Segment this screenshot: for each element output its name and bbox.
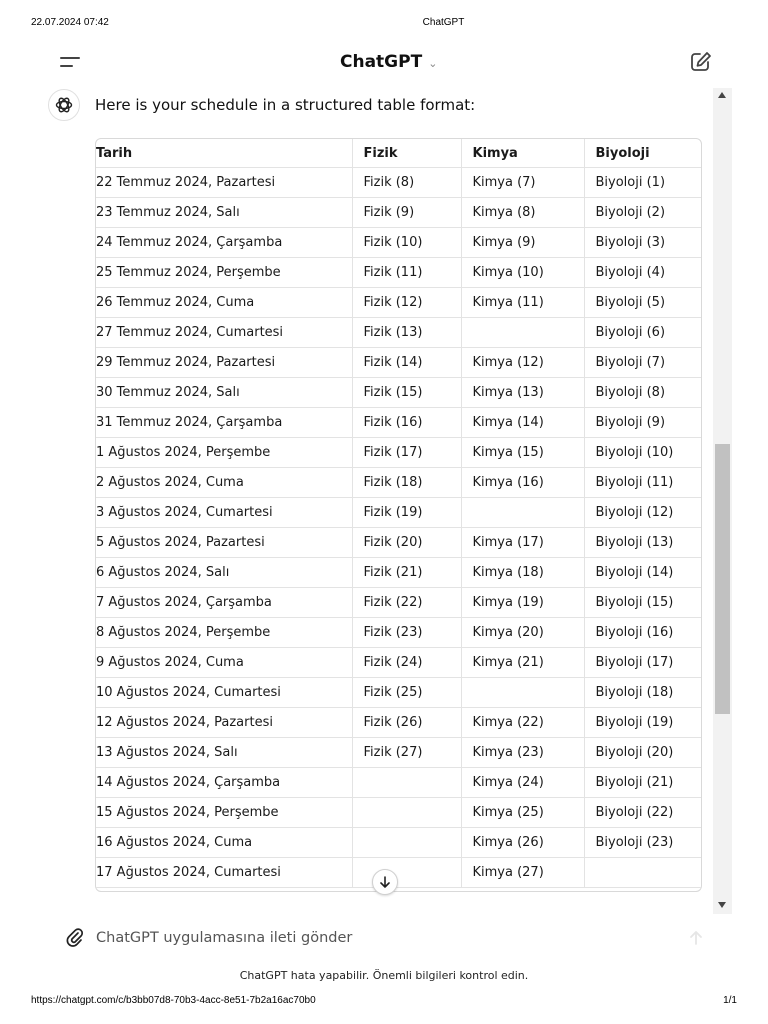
table-row bbox=[96, 288, 701, 318]
scroll-up-arrow-icon[interactable] bbox=[718, 92, 726, 98]
cell-fizik: Fizik (13) bbox=[352, 318, 461, 348]
cell-biyoloji bbox=[584, 858, 701, 888]
cell-tarih: 1 Ağustos 2024, Perşembe bbox=[96, 438, 352, 468]
new-chat-button[interactable] bbox=[688, 50, 714, 74]
cell-fizik: Fizik (12) bbox=[352, 288, 461, 318]
top-bar bbox=[0, 44, 768, 80]
cell-kimya: Kimya (20) bbox=[461, 618, 584, 648]
cell-kimya: Kimya (23) bbox=[461, 738, 584, 768]
cell-tarih: 13 Ağustos 2024, Salı bbox=[96, 738, 352, 768]
model-label: ChatGPT bbox=[340, 52, 423, 72]
cell-fizik: Fizik (27) bbox=[352, 738, 461, 768]
header-fizik: Fizik bbox=[352, 139, 461, 168]
table-row bbox=[96, 348, 701, 378]
table-row bbox=[96, 438, 701, 468]
header-tarih: Tarih bbox=[96, 139, 352, 168]
cell-kimya: Kimya (22) bbox=[461, 708, 584, 738]
cell-fizik bbox=[352, 768, 461, 798]
cell-kimya: Kimya (21) bbox=[461, 648, 584, 678]
message-composer bbox=[60, 924, 720, 952]
cell-tarih: 29 Temmuz 2024, Pazartesi bbox=[96, 348, 352, 378]
scroll-to-bottom-button[interactable] bbox=[372, 869, 398, 895]
arrow-up-icon bbox=[686, 928, 706, 948]
cell-kimya: Kimya (17) bbox=[461, 528, 584, 558]
cell-fizik: Fizik (20) bbox=[352, 528, 461, 558]
assistant-avatar bbox=[48, 89, 80, 121]
cell-fizik: Fizik (21) bbox=[352, 558, 461, 588]
cell-kimya: Kimya (10) bbox=[461, 258, 584, 288]
cell-kimya: Kimya (12) bbox=[461, 348, 584, 378]
cell-tarih: 23 Temmuz 2024, Salı bbox=[96, 198, 352, 228]
cell-fizik: Fizik (18) bbox=[352, 468, 461, 498]
cell-biyoloji: Biyoloji (2) bbox=[584, 198, 701, 228]
cell-tarih: 6 Ağustos 2024, Salı bbox=[96, 558, 352, 588]
cell-biyoloji: Biyoloji (18) bbox=[584, 678, 701, 708]
assistant-message-text: Here is your schedule in a structured table format: bbox=[95, 96, 476, 114]
table-row bbox=[96, 708, 701, 738]
arrow-down-icon bbox=[378, 875, 392, 889]
cell-biyoloji: Biyoloji (9) bbox=[584, 408, 701, 438]
disclaimer-text: ChatGPT hata yapabilir. Önemli bilgileri kontrol edin. bbox=[239, 969, 529, 982]
cell-biyoloji: Biyoloji (4) bbox=[584, 258, 701, 288]
cell-biyoloji: Biyoloji (17) bbox=[584, 648, 701, 678]
cell-kimya: Kimya (11) bbox=[461, 288, 584, 318]
table-row bbox=[96, 228, 701, 258]
table-row bbox=[96, 168, 701, 198]
cell-tarih: 8 Ağustos 2024, Perşembe bbox=[96, 618, 352, 648]
cell-fizik: Fizik (26) bbox=[352, 708, 461, 738]
cell-biyoloji: Biyoloji (13) bbox=[584, 528, 701, 558]
table-row bbox=[96, 648, 701, 678]
cell-fizik: Fizik (14) bbox=[352, 348, 461, 378]
cell-tarih: 3 Ağustos 2024, Cumartesi bbox=[96, 498, 352, 528]
cell-biyoloji: Biyoloji (3) bbox=[584, 228, 701, 258]
cell-fizik: Fizik (25) bbox=[352, 678, 461, 708]
cell-fizik: Fizik (22) bbox=[352, 588, 461, 618]
cell-tarih: 22 Temmuz 2024, Pazartesi bbox=[96, 168, 352, 198]
cell-biyoloji: Biyoloji (6) bbox=[584, 318, 701, 348]
table-row bbox=[96, 798, 701, 828]
cell-fizik: Fizik (16) bbox=[352, 408, 461, 438]
table-row bbox=[96, 558, 701, 588]
cell-kimya: Kimya (24) bbox=[461, 768, 584, 798]
cell-fizik: Fizik (15) bbox=[352, 378, 461, 408]
table-row bbox=[96, 618, 701, 648]
cell-tarih: 9 Ağustos 2024, Cuma bbox=[96, 648, 352, 678]
cell-biyoloji: Biyoloji (1) bbox=[584, 168, 701, 198]
attach-button[interactable] bbox=[64, 927, 86, 949]
cell-tarih: 16 Ağustos 2024, Cuma bbox=[96, 828, 352, 858]
cell-kimya: Kimya (19) bbox=[461, 588, 584, 618]
cell-biyoloji: Biyoloji (23) bbox=[584, 828, 701, 858]
cell-kimya: Kimya (15) bbox=[461, 438, 584, 468]
table-row bbox=[96, 828, 701, 858]
cell-biyoloji: Biyoloji (5) bbox=[584, 288, 701, 318]
chat-area[interactable] bbox=[40, 88, 732, 914]
send-button[interactable] bbox=[686, 928, 706, 948]
table-header-row bbox=[96, 139, 701, 168]
table-row bbox=[96, 858, 701, 888]
cell-biyoloji: Biyoloji (12) bbox=[584, 498, 701, 528]
cell-kimya: Kimya (25) bbox=[461, 798, 584, 828]
cell-fizik: Fizik (24) bbox=[352, 648, 461, 678]
openai-logo-icon bbox=[54, 95, 74, 115]
cell-fizik: Fizik (19) bbox=[352, 498, 461, 528]
table-row bbox=[96, 528, 701, 558]
cell-biyoloji: Biyoloji (7) bbox=[584, 348, 701, 378]
print-title: ChatGPT bbox=[422, 17, 465, 28]
cell-tarih: 12 Ağustos 2024, Pazartesi bbox=[96, 708, 352, 738]
cell-fizik: Fizik (11) bbox=[352, 258, 461, 288]
cell-biyoloji: Biyoloji (16) bbox=[584, 618, 701, 648]
cell-tarih: 14 Ağustos 2024, Çarşamba bbox=[96, 768, 352, 798]
sidebar-toggle-button[interactable] bbox=[56, 50, 84, 74]
cell-kimya bbox=[461, 678, 584, 708]
table-row bbox=[96, 468, 701, 498]
header-biyoloji: Biyoloji bbox=[584, 139, 701, 168]
cell-fizik bbox=[352, 858, 461, 888]
cell-tarih: 10 Ağustos 2024, Cumartesi bbox=[96, 678, 352, 708]
cell-kimya: Kimya (16) bbox=[461, 468, 584, 498]
cell-fizik: Fizik (10) bbox=[352, 228, 461, 258]
table-row bbox=[96, 258, 701, 288]
cell-fizik: Fizik (8) bbox=[352, 168, 461, 198]
edit-icon bbox=[688, 50, 714, 74]
message-input[interactable] bbox=[96, 926, 676, 950]
chevron-down-icon: ⌄ bbox=[428, 56, 438, 70]
cell-tarih: 7 Ağustos 2024, Çarşamba bbox=[96, 588, 352, 618]
cell-biyoloji: Biyoloji (14) bbox=[584, 558, 701, 588]
cell-kimya: Kimya (26) bbox=[461, 828, 584, 858]
cell-kimya: Kimya (9) bbox=[461, 228, 584, 258]
chat-scrollbar[interactable] bbox=[713, 88, 732, 914]
cell-tarih: 27 Temmuz 2024, Cumartesi bbox=[96, 318, 352, 348]
cell-tarih: 31 Temmuz 2024, Çarşamba bbox=[96, 408, 352, 438]
cell-tarih: 15 Ağustos 2024, Perşembe bbox=[96, 798, 352, 828]
cell-kimya bbox=[461, 318, 584, 348]
table-row bbox=[96, 498, 701, 528]
table-row bbox=[96, 378, 701, 408]
cell-biyoloji: Biyoloji (8) bbox=[584, 378, 701, 408]
cell-tarih: 24 Temmuz 2024, Çarşamba bbox=[96, 228, 352, 258]
model-selector-button[interactable] bbox=[340, 49, 437, 75]
cell-tarih: 26 Temmuz 2024, Cuma bbox=[96, 288, 352, 318]
print-footer bbox=[0, 995, 768, 1009]
table-row bbox=[96, 678, 701, 708]
cell-biyoloji: Biyoloji (11) bbox=[584, 468, 701, 498]
cell-tarih: 17 Ağustos 2024, Cumartesi bbox=[96, 858, 352, 888]
cell-biyoloji: Biyoloji (22) bbox=[584, 798, 701, 828]
cell-fizik bbox=[352, 828, 461, 858]
print-datetime: 22.07.2024 07:42 bbox=[31, 17, 109, 28]
cell-kimya: Kimya (13) bbox=[461, 378, 584, 408]
cell-kimya: Kimya (7) bbox=[461, 168, 584, 198]
table-body bbox=[96, 168, 701, 888]
table-row bbox=[96, 588, 701, 618]
cell-tarih: 30 Temmuz 2024, Salı bbox=[96, 378, 352, 408]
scroll-down-arrow-icon[interactable] bbox=[718, 902, 726, 908]
cell-tarih: 25 Temmuz 2024, Perşembe bbox=[96, 258, 352, 288]
cell-fizik: Fizik (17) bbox=[352, 438, 461, 468]
table-row bbox=[96, 318, 701, 348]
cell-fizik bbox=[352, 798, 461, 828]
cell-kimya bbox=[461, 498, 584, 528]
cell-kimya: Kimya (8) bbox=[461, 198, 584, 228]
schedule-table bbox=[96, 139, 701, 888]
header-kimya: Kimya bbox=[461, 139, 584, 168]
table-row bbox=[96, 768, 701, 798]
cell-fizik: Fizik (23) bbox=[352, 618, 461, 648]
cell-biyoloji: Biyoloji (15) bbox=[584, 588, 701, 618]
cell-biyoloji: Biyoloji (19) bbox=[584, 708, 701, 738]
cell-kimya: Kimya (27) bbox=[461, 858, 584, 888]
print-header bbox=[0, 17, 768, 31]
table-header bbox=[96, 139, 701, 168]
cell-biyoloji: Biyoloji (20) bbox=[584, 738, 701, 768]
cell-kimya: Kimya (18) bbox=[461, 558, 584, 588]
paperclip-icon bbox=[64, 927, 86, 949]
cell-fizik: Fizik (9) bbox=[352, 198, 461, 228]
cell-kimya: Kimya (14) bbox=[461, 408, 584, 438]
sidebar-toggle-icon bbox=[56, 50, 84, 74]
scrollbar-thumb[interactable] bbox=[715, 444, 730, 714]
print-page-number: 1/1 bbox=[723, 995, 737, 1006]
print-url: https://chatgpt.com/c/b3bb07d8-70b3-4acc-8e51-7b2a16ac70b0 bbox=[31, 995, 316, 1006]
cell-biyoloji: Biyoloji (21) bbox=[584, 768, 701, 798]
table-row bbox=[96, 738, 701, 768]
table-row bbox=[96, 408, 701, 438]
table-row bbox=[96, 198, 701, 228]
cell-biyoloji: Biyoloji (10) bbox=[584, 438, 701, 468]
cell-tarih: 2 Ağustos 2024, Cuma bbox=[96, 468, 352, 498]
schedule-table-container bbox=[95, 138, 702, 892]
cell-tarih: 5 Ağustos 2024, Pazartesi bbox=[96, 528, 352, 558]
